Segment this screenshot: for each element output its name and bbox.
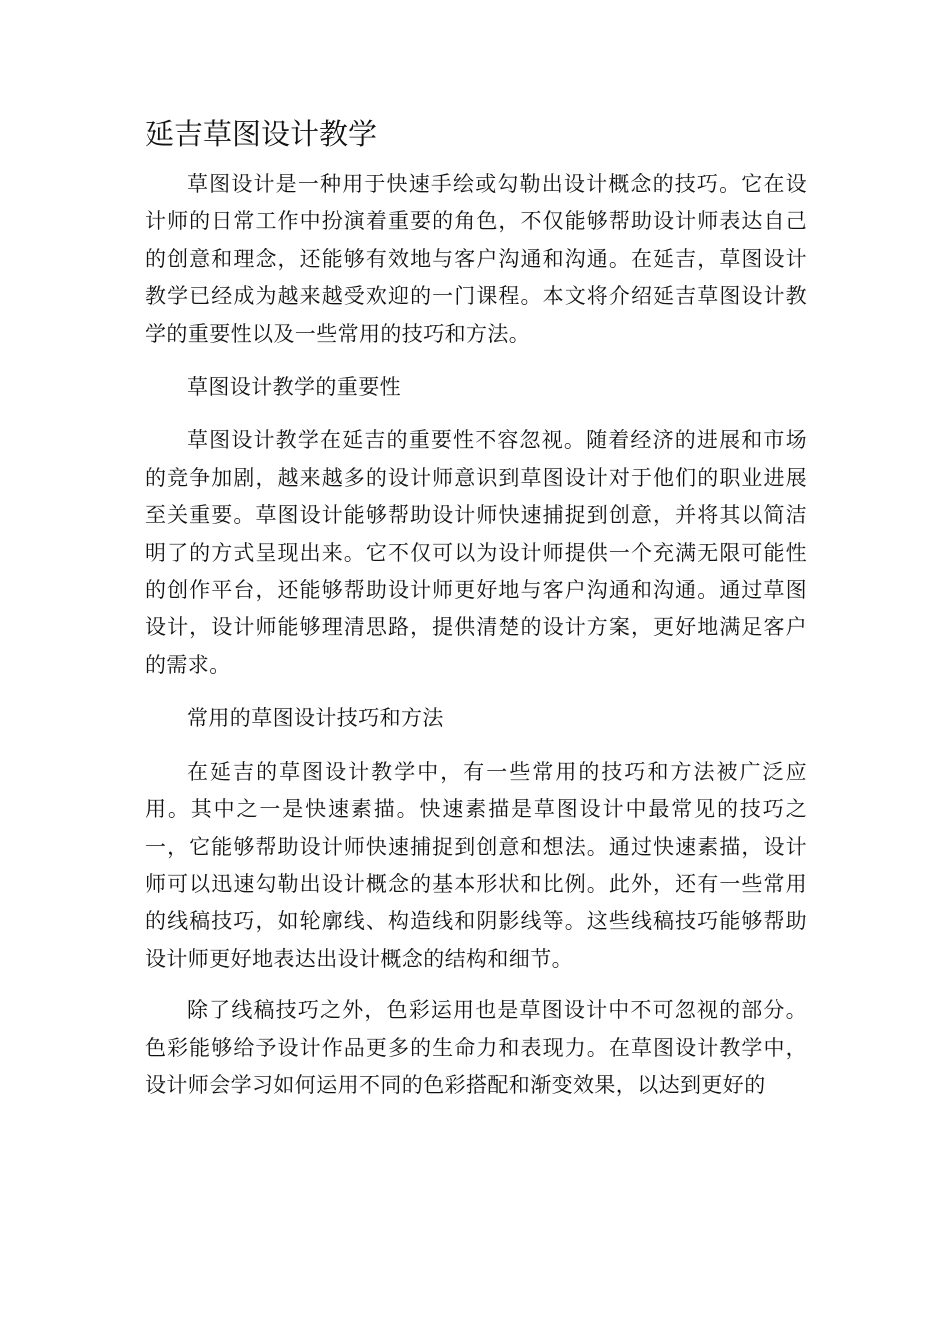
- document-body: [145, 166, 807, 1104]
- section-heading-importance: 草图设计教学的重要性: [187, 375, 401, 400]
- color-paragraph: 除了线稿技巧之外，色彩运用也是草图设计中不可忽视的部分。色彩能够给予设计作品更多的生命力和表现力。在草图设计教学中，设计师会学习如何运用不同的色彩搭配和渐变效果，以达到更好的: [145, 998, 807, 1097]
- section-heading-techniques: 常用的草图设计技巧和方法: [187, 706, 444, 731]
- techniques-paragraph: 在延吉的草图设计教学中，有一些常用的技巧和方法被广泛应用。其中之一是快速素描。快速素描是草图设计中最常见的技巧之一，它能够帮助设计师快速捕捉到创意和想法。通过快速素描，设计师可以迅速勾勒出设计概念的基本形状和比例。此外，还有一些常用的线稿技巧，如轮廓线、构造线和阴影线等。这些线稿技巧能够帮助设计师更好地表达出设计概念的结构和细节。: [145, 759, 807, 971]
- intro-paragraph: 草图设计是一种用于快速手绘或勾勒出设计概念的技巧。它在设计师的日常工作中扮演着重要的角色，不仅能够帮助设计师表达自己的创意和理念，还能够有效地与客户沟通和沟通。在延吉，草图设计教学已经成为越来越受欢迎的一门课程。本文将介绍延吉草图设计教学的重要性以及一些常用的技巧和方法。: [145, 172, 807, 346]
- document-title: 延吉草图设计教学: [145, 117, 378, 151]
- importance-paragraph: 草图设计教学在延吉的重要性不容忽视。随着经济的进展和市场的竞争加剧，越来越多的设计师意识到草图设计对于他们的职业进展至关重要。草图设计能够帮助设计师快速捕捉到创意，并将其以简洁明了的方式呈现出来。它不仅可以为设计师提供一个充满无限可能性的创作平台，还能够帮助设计师更好地与客户沟通和沟通。通过草图设计，设计师能够理清思路，提供清楚的设计方案，更好地满足客户的需求。: [145, 428, 807, 677]
